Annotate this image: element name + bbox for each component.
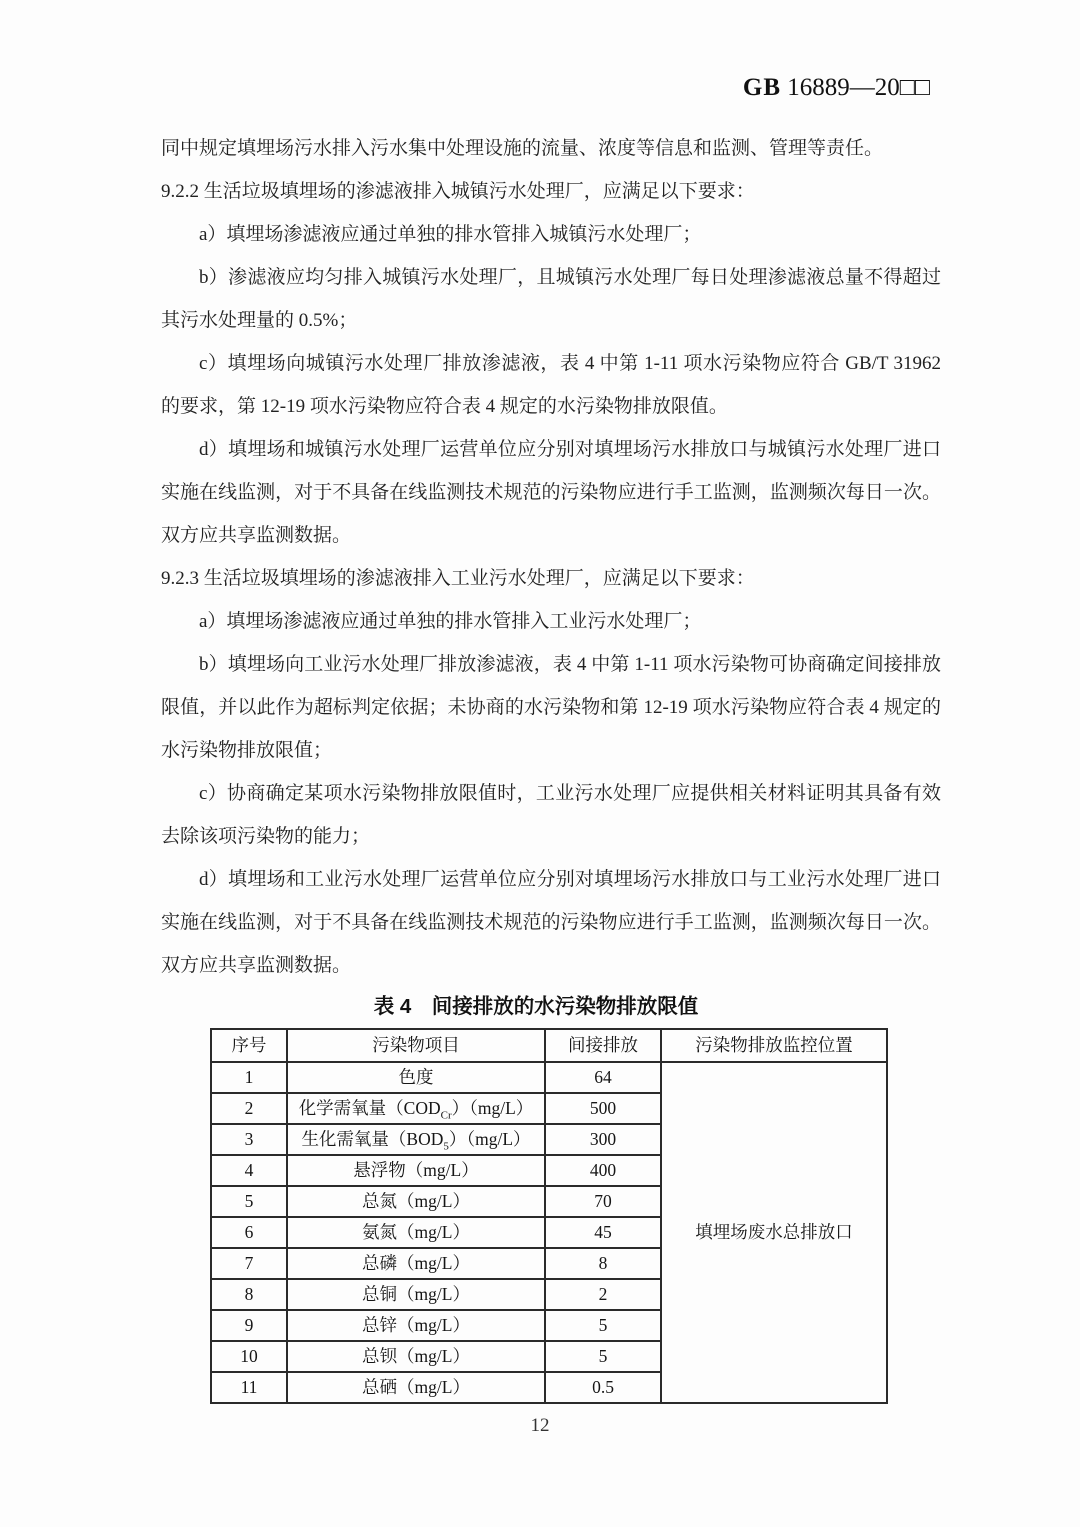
limit-value-cell: 45: [545, 1217, 661, 1248]
col-header-limit: 间接排放: [545, 1029, 661, 1062]
pollutant-item-cell: 总锌（mg/L）: [287, 1310, 545, 1341]
standard-code-number: 16889—20□□: [781, 74, 930, 101]
table-body: [211, 1062, 887, 1403]
paragraph: b）填埋场向工业污水处理厂排放渗滤液，表 4 中第 1-11 项水污染物可协商确定间接排放限值，并以此作为超标判定依据；未协商的水污染物和第 12-19 项水污染物应符合表 4 规定的水污染物排放限值；: [161, 654, 941, 761]
row-number-cell: 8: [211, 1279, 287, 1310]
limit-value-cell: 5: [545, 1341, 661, 1372]
table-title: 表 4 间接排放的水污染物排放限值: [373, 995, 699, 1018]
row-number-cell: 6: [211, 1217, 287, 1248]
paragraph: d）填埋场和工业污水处理厂运营单位应分别对填埋场污水排放口与工业污水处理厂进口实施在线监测，对于不具备在线监测技术规范的污染物应进行手工监测，监测频次每日一次。双方应共享监测数据。: [161, 869, 941, 976]
col-header-location: 污染物排放监控位置: [661, 1029, 887, 1062]
row-number-cell: 11: [211, 1372, 287, 1403]
paragraph: c）填埋场向城镇污水处理厂排放渗滤液，表 4 中第 1-11 项水污染物应符合 GB/T 31962 的要求，第 12-19 项水污染物应符合表 4 规定的水污染物排放限值。: [161, 353, 941, 417]
pollutant-item-cell: 总铜（mg/L）: [287, 1279, 545, 1310]
paragraph-section-9-2-2: 9.2.2 生活垃圾填埋场的渗滤液排入城镇污水处理厂，应满足以下要求：: [161, 181, 755, 202]
row-number-cell: 3: [211, 1124, 287, 1155]
paragraph-section-9-2-3: 9.2.3 生活垃圾填埋场的渗滤液排入工业污水处理厂，应满足以下要求：: [161, 568, 755, 589]
paragraph: a）填埋场渗滤液应通过单独的排水管排入城镇污水处理厂；: [199, 224, 702, 245]
pollutant-item-cell: 总氮（mg/L）: [287, 1186, 545, 1217]
paragraph: a）填埋场渗滤液应通过单独的排水管排入工业污水处理厂；: [199, 611, 702, 632]
row-number-cell: 5: [211, 1186, 287, 1217]
paragraph: 同中规定填埋场污水排入污水集中处理设施的流量、浓度等信息和监测、管理等责任。: [161, 138, 884, 159]
limit-value-cell: 8: [545, 1248, 661, 1279]
pollutant-item-cell: 总硒（mg/L）: [287, 1372, 545, 1403]
row-number-cell: 4: [211, 1155, 287, 1186]
table-header: [211, 1029, 887, 1062]
content-section: [161, 127, 941, 1404]
limit-value-cell: 64: [545, 1062, 661, 1093]
paragraph: d）填埋场和城镇污水处理厂运营单位应分别对填埋场污水排放口与城镇污水处理厂进口实施在线监测，对于不具备在线监测技术规范的污染物应进行手工监测，监测频次每日一次。双方应共享监测数据。: [161, 439, 941, 546]
pollutant-item-cell: 悬浮物（mg/L）: [287, 1155, 545, 1186]
limit-value-cell: 400: [545, 1155, 661, 1186]
limit-value-cell: 300: [545, 1124, 661, 1155]
limit-value-cell: 5: [545, 1310, 661, 1341]
row-number-cell: 9: [211, 1310, 287, 1341]
limits-table: [210, 1028, 888, 1404]
pollutant-item-cell: 色度: [287, 1062, 545, 1093]
pollutant-item-cell: 总磷（mg/L）: [287, 1248, 545, 1279]
pollutant-item-cell: 生化需氧量$(BOD_5)(mg/L)$: [287, 1124, 545, 1155]
paragraph: c）协商确定某项水污染物排放限值时，工业污水处理厂应提供相关材料证明其具备有效去除该项污染物的能力；: [161, 783, 941, 847]
col-header-pollutant: 污染物项目: [287, 1029, 545, 1062]
row-number-cell: 10: [211, 1341, 287, 1372]
row-number-cell: 7: [211, 1248, 287, 1279]
monitor-location-cell: 填埋场废水总排放口: [661, 1062, 887, 1403]
pollutant-item-cell: 氨氮（mg/L）: [287, 1217, 545, 1248]
row-number-cell: 2: [211, 1093, 287, 1124]
limit-value-cell: 70: [545, 1186, 661, 1217]
standard-code: [743, 74, 930, 102]
pollutant-item-cell: 化学需氧量$(COD_{Cr})(mg/L)$: [287, 1093, 545, 1124]
limit-value-cell: 500: [545, 1093, 661, 1124]
table-header-row: [211, 1029, 887, 1062]
pollutant-item-cell: 总钡（mg/L）: [287, 1341, 545, 1372]
standard-code-prefix: GB: [742, 74, 782, 101]
table-row: [211, 1062, 887, 1093]
row-number-cell: 1: [211, 1062, 287, 1093]
page-number: 12: [530, 1415, 550, 1436]
limit-value-cell: 2: [545, 1279, 661, 1310]
col-header-number: 序号: [211, 1029, 287, 1062]
limit-value-cell: 0.5: [545, 1372, 661, 1403]
paragraph: b）渗滤液应均匀排入城镇污水处理厂，且城镇污水处理厂每日处理渗滤液总量不得超过其污水处理量的 0.5%；: [161, 267, 941, 331]
